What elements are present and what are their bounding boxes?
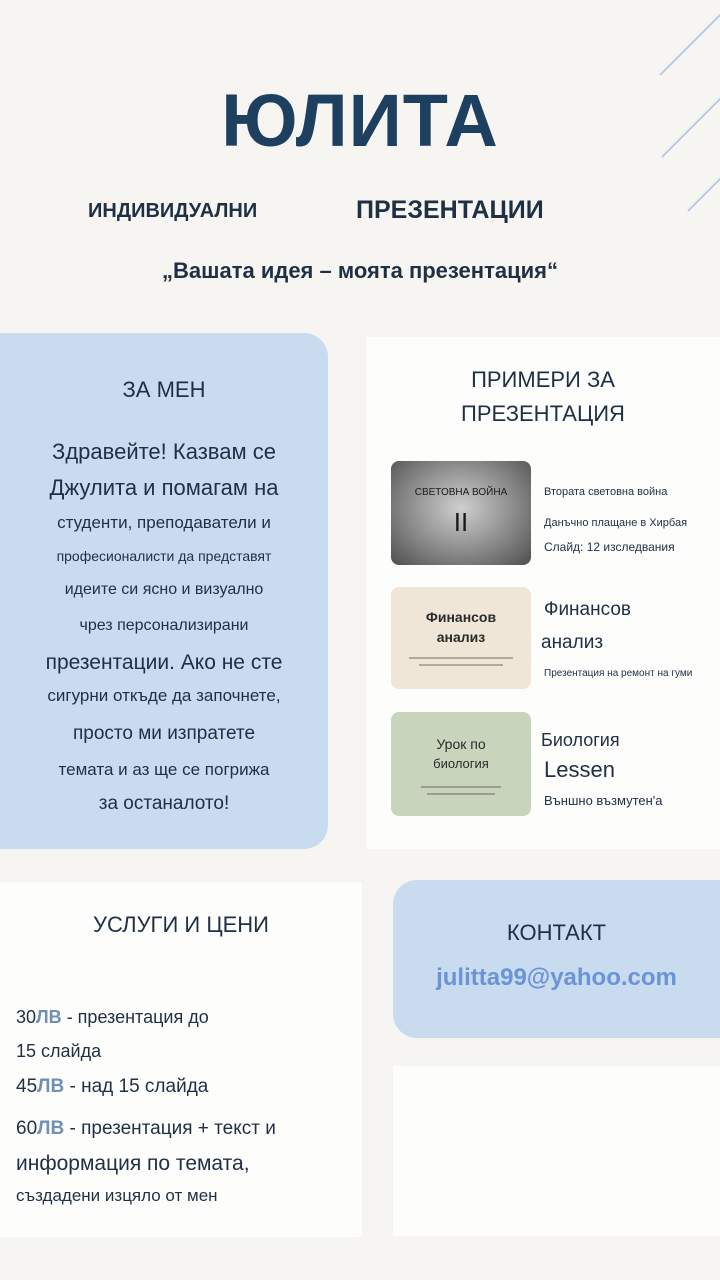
about-text-line: за останалото!	[98, 793, 230, 814]
contact-heading: КОНТАКТ	[506, 920, 607, 945]
price-description: - презентация + текст и	[69, 1118, 276, 1139]
examples-heading: ПРЕЗЕНТАЦИЯ	[461, 401, 625, 426]
example-text: Lessen	[544, 757, 615, 782]
thumbnail-text-line	[419, 664, 503, 666]
price-description: създадени изцяло от мен	[16, 1186, 218, 1205]
example-text: Слайд: 12 изследвания	[544, 540, 675, 554]
price-amount: 30	[16, 1007, 37, 1027]
price-item	[16, 1152, 250, 1176]
about-text-line: Здравейте! Казвам се	[52, 439, 276, 464]
subtitle-individual: ИНДИВИДУАЛНИ	[88, 200, 258, 222]
about-text-line: чрез персонализирани	[79, 617, 249, 634]
price-item	[16, 1118, 276, 1140]
contact-panel	[393, 880, 720, 1038]
example-text: Данъчно плащане в Хирбая	[544, 517, 688, 529]
about-text-line: сигурни откъде да започнете,	[47, 686, 281, 705]
about-text-line: студенти, преподаватели и	[57, 513, 271, 532]
price-description: - над 15 слайда	[69, 1076, 209, 1097]
thumbnail-title: Финансов	[425, 609, 497, 625]
price-item	[16, 1007, 209, 1028]
example-text: анализ	[541, 632, 604, 653]
subtitle-presentations: ПРЕЗЕНТАЦИИ	[356, 196, 544, 224]
tagline: „Вашата идея – моята презентация“	[162, 258, 558, 283]
thumbnail-text-line	[421, 786, 501, 788]
thumbnail-title: биология	[433, 756, 489, 771]
about-text-line: презентации. Ако не сте	[45, 651, 283, 674]
thumbnail-title: СВЕТОВНА ВОЙНА	[414, 487, 508, 498]
thumbnail-title: Урок по	[436, 736, 486, 752]
example-text: Презентация на ремонт на гуми	[544, 668, 693, 679]
example-thumbnail-finance[interactable]	[391, 587, 531, 689]
about-heading: ЗА МЕН	[122, 377, 206, 402]
thumbnail-title: II	[453, 507, 469, 537]
services-panel	[0, 882, 362, 1237]
empty-card	[393, 1066, 720, 1236]
examples-heading: ПРИМЕРИ ЗА	[471, 367, 615, 392]
price-description: информация по темата,	[16, 1152, 250, 1175]
price-amount: 60	[16, 1118, 38, 1139]
about-text-line: идеите си ясно и визуално	[64, 581, 264, 598]
price-item	[16, 1186, 218, 1206]
price-currency: ЛВ	[37, 1076, 65, 1097]
price-item	[16, 1041, 101, 1062]
about-text-line: темата и аз ще се погрижа	[58, 760, 270, 779]
example-text: Втората световна война	[544, 486, 668, 498]
services-heading: УСЛУГИ И ЦЕНИ	[93, 912, 269, 937]
about-text-line: професионалисти да представят	[56, 548, 272, 564]
about-text-line: Джулита и помагам на	[49, 475, 279, 500]
thumbnail-title: анализ	[436, 629, 486, 645]
price-currency: ЛВ	[36, 1007, 62, 1027]
thumbnail-text-line	[427, 793, 495, 795]
example-text: Финансов	[544, 599, 631, 620]
price-item	[16, 1076, 208, 1098]
thumbnail-text-line	[409, 657, 513, 659]
about-text-line: просто ми изпратете	[72, 723, 256, 744]
example-thumbnail-world-war[interactable]	[391, 461, 531, 565]
example-text: Външно възмутен'а	[544, 793, 663, 808]
decorative-line	[659, 0, 720, 76]
example-text: Биология	[541, 730, 620, 750]
price-description: 15 слайда	[16, 1041, 102, 1061]
decorative-line	[687, 168, 720, 212]
example-thumbnail-biology[interactable]	[391, 712, 531, 816]
price-currency: ЛВ	[37, 1118, 65, 1139]
page-title: ЮЛИТА	[221, 79, 499, 162]
about-panel	[0, 333, 328, 849]
price-description: - презентация до	[66, 1007, 209, 1027]
email-link[interactable]: julitta99@yahoo.com	[436, 964, 677, 991]
examples-panel	[366, 337, 720, 849]
price-amount: 45	[16, 1076, 38, 1097]
